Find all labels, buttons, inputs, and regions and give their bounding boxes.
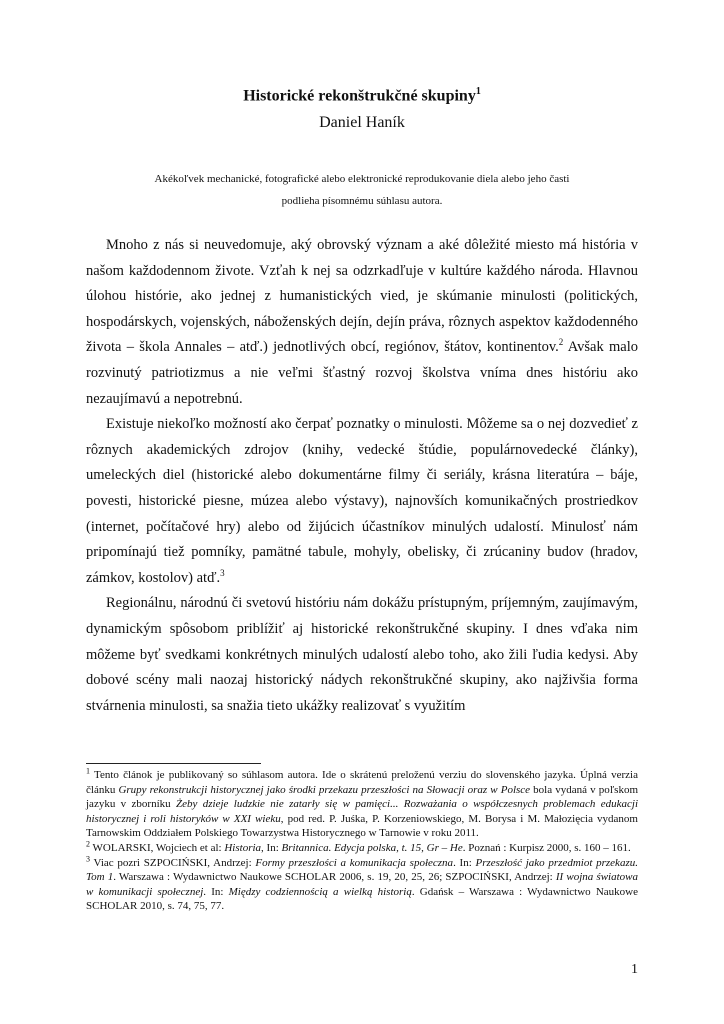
title-text: Historické rekonštrukčné skupiny	[243, 87, 476, 105]
footnote-separator	[86, 763, 261, 764]
footnote-1-text: Tento článok je publikovaný so súhlasom autora. Ide o skrátenú preloženú verziu do slovenského jazyka. Úplná verzia článku	[86, 769, 638, 796]
page-number: 1	[631, 962, 638, 977]
footnote-3-text: . Warszawa : Wydawnictwo Naukowe SCHOLAR 2006, s. 19, 20, 25, 26; SZPOCIŃSKI, Andrzej:	[113, 871, 556, 884]
paragraph-2-text: Existuje niekoľko možností ako čerpať poznatky o minulosti. Môžeme sa o nej dozvedieť z rôznych akademických zdrojov (knihy, vedecké štúdie, populárnovedecké články), umeleckých diel (historické alebo dokumentárne filmy či seriály, krásna literatúra – báje, povesti, historické piesne, múzea alebo výstavy), najnovších komunikačných prostriedkov (internet, počítačové hry) alebo od žijúcich účastníkov minulých udalostí. Minulosť nám pripomínajú tiež pomníky, pamätné tabule, mohyly, obelisky, či zrúcaniny budov (hradov, zámkov, kostolov) atď.	[86, 416, 638, 586]
footnote-3-text: . Gdańsk – Warszawa : Wydawnictwo Naukowe SCHOLAR 2010, s. 74, 75, 77.	[86, 885, 638, 913]
paragraph-1-text-a: Mnoho z nás si neuvedomuje, aký obrovský význam a aké dôležité miesto má história v našom každodennom živote. Vzťah k nej sa odzrkadľuje v kultúre každého národa. Hlavnou úlohou histórie, ako jednej z humanistických vied, je skúmanie minulosti (politických, hospodárskych, vojenských, náboženských dejín, dejín práva, rôznych aspektov každodenného života – škola Annales – atď.) jednotlivých obcí, regiónov, štátov, kontinentov.	[86, 237, 638, 356]
footnote-2	[86, 841, 638, 856]
footnote-2-text: . Poznań : Kurpisz 2000, s. 160 – 161.	[462, 841, 631, 854]
footnote-3-article-title-2: II wojna światowa w komunikacji społecznej	[86, 871, 638, 898]
footnote-3-book-title: Przeszłość jako przedmiot przekazu. Tom 1	[86, 856, 638, 884]
footnote-1-article-title: Grupy rekonstrukcji historycznej jako środki przekazu przeszłości na Słowacji oraz w Polsce	[118, 783, 531, 796]
footnote-1-text: , pod red. P. Juśka, P. Korzeniowskiego, M. Borysa i M. Małozięcia vydanom Tarnowskim Oddziałem Polskiego Towarzystwa Historycznego w Tarnowie v roku 2011.	[86, 812, 638, 840]
body-text	[86, 233, 638, 719]
copyright-notice: Akékoľvek mechanické, fotografické alebo elektronické reprodukovanie diela alebo jeho časti podlieha písomnému súhlasu autora.	[154, 173, 570, 207]
footnote-3-book-title-2: Między codziennością a wielką historią	[228, 885, 412, 898]
paragraph-3: Regionálnu, národnú či svetovú históriu nám dokážu prístupným, príjemným, zaujímavým, dynamickým spôsobom priblížiť aj historické rekonštrukčné skupiny. I dnes vďaka nim môžeme byť svedkami konkrétnych minulých udalostí alebo toho, ako žili ľudia kedysi. Aby dobové scény mali naozaj historický nádych rekonštrukčné skupiny, ako najživšia forma stvárnenia minulosti, sa snažia tieto ukážky realizovať s využitím	[86, 595, 638, 714]
document-title	[0, 86, 724, 105]
paragraph-2	[86, 412, 638, 591]
footnote-2-number: 2	[86, 839, 90, 849]
footnote-ref-2: 2	[558, 337, 564, 348]
footnote-1	[86, 768, 638, 841]
title-footnote-ref: 1	[475, 86, 481, 97]
footnote-3-text: . In:	[203, 885, 229, 898]
footnote-3	[86, 853, 638, 914]
footnote-2-book-title: Britannica. Edycja polska, t. 15, Gr – He	[281, 841, 463, 854]
footnote-ref-3: 3	[220, 567, 225, 578]
footnotes	[86, 768, 638, 914]
footnote-1-number: 1	[86, 766, 90, 776]
author-name: Daniel Haník	[319, 114, 405, 131]
footnote-1-book-title: Żeby dzieje ludzkie nie zatarły się w pamięci... Rozważania o współczesnych problemach edukacji historycznej i roli historyków w XXI wieku	[86, 798, 638, 825]
footnote-3-number: 3	[86, 853, 90, 863]
paragraph-1-text-b: Avšak malo rozvinutý patriotizmus a nie veľmi šťastný rozvoj školstva vníma dnes históriu ako nezaujímavú a nepotrebnú.	[86, 339, 638, 407]
footnote-1-text: bola vydaná v poľskom jazyku v zborníku	[86, 783, 639, 811]
footnote-3-text: Viac pozri SZPOCIŃSKI, Andrzej:	[90, 856, 256, 869]
paragraph-1	[86, 233, 638, 412]
footnote-2-text: , In:	[261, 841, 282, 854]
footnote-2-article-title: Historia	[224, 841, 262, 854]
footnote-2-text: WOLARSKI, Wojciech et al:	[90, 841, 225, 854]
footnote-3-article-title: Formy przeszłości a komunikacja społeczna	[255, 856, 454, 869]
footnote-3-text: . In:	[453, 856, 476, 869]
